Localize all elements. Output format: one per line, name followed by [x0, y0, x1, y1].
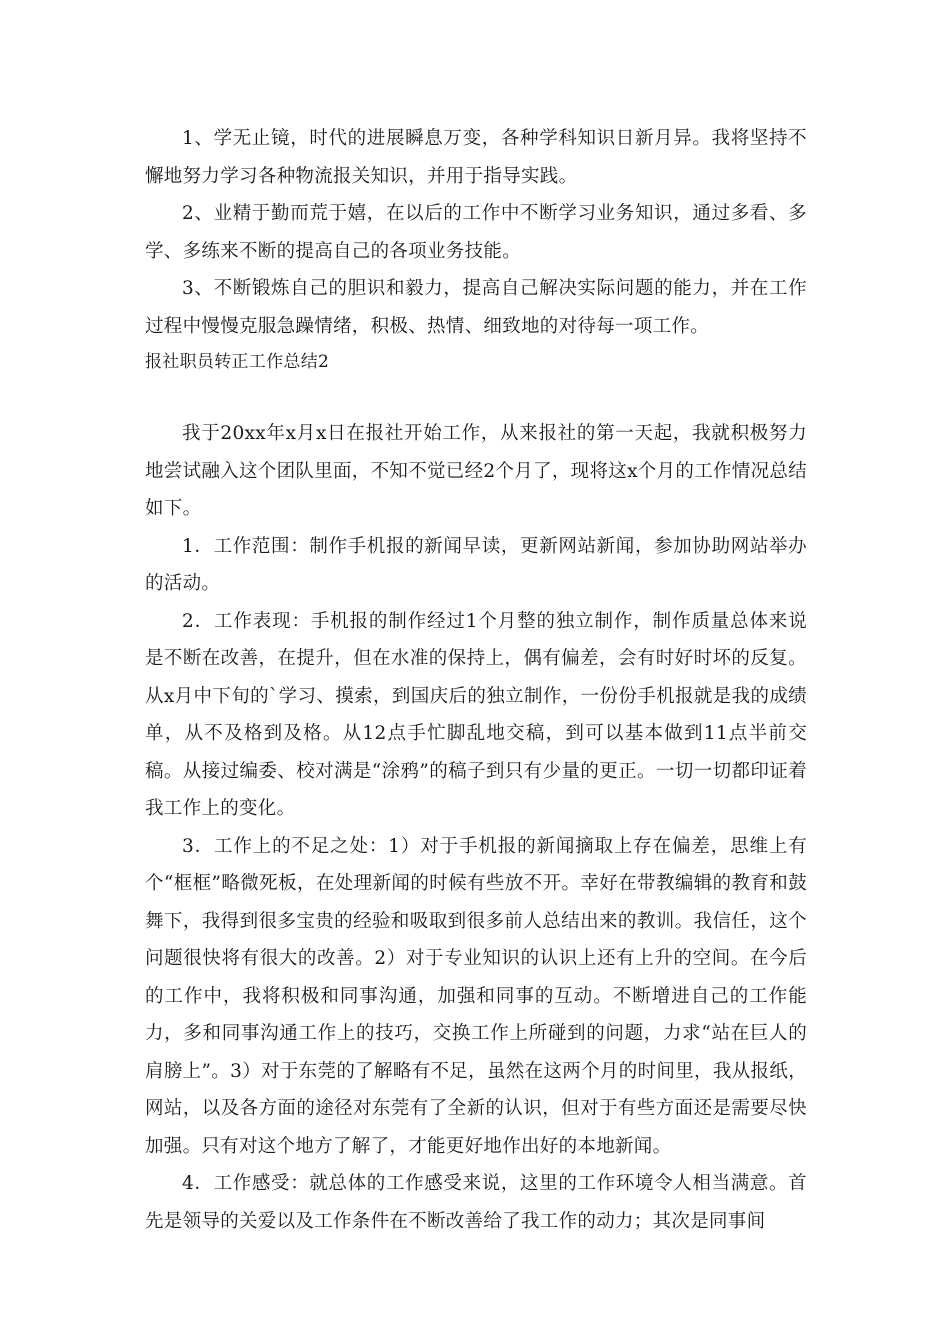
intro-paragraph: 我于20xx年x月x日在报社开始工作，从来报社的第一天起，我就积极努力地尝试融入这个团队里面，不知不觉已经2个月了，现将这x个月的工作情况总结如下。	[145, 423, 808, 519]
work-performance-paragraph: 2．工作表现：手机报的制作经过1个月整的独立制作，制作质量总体来说是不断在改善，在提升，但在水准的保持上，偶有偏差，会有时好时坏的反复。从x月中下旬的`学习、摸索，到国庆后的独立制作，一份份手机报就是我的成绩单，从不及格到及格。从12点手忙脚乱地交稿，到可以基本做到11点半前交稿。从接过编委、校对满是“涂鸦”的稿子到只有少量的更正。一切一切都印证着我工作上的变化。	[145, 610, 807, 819]
blank-line	[145, 379, 807, 415]
list-item-2: 2、业精于勤而荒于嬉，在以后的工作中不断学习业务知识，通过多看、多学、多练来不断的提高自己的各项业务技能。	[145, 203, 807, 262]
list-item-3: 3、不断锻炼自己的胆识和毅力，提高自己解决实际问题的能力，并在工作过程中慢慢克服急躁情绪，积极、热情、细致地的对待每一项工作。	[145, 278, 807, 337]
list-item-1: 1、学无止镜，时代的进展瞬息万变，各种学科知识日新月异。我将坚持不懈地努力学习各种物流报关知识，并用于指导实践。	[145, 128, 807, 187]
shortcomings-paragraph: 3．工作上的不足之处：1）对于手机报的新闻摘取上存在偏差，思维上有个“框框”略微死板，在处理新闻的时候有些放不开。幸好在带教编辑的教育和鼓舞下，我得到很多宝贵的经验和吸取到很多前人总结出来的教训。我信任，这个问题很快将有很大的改善。2）对于专业知识的认识上还有上升的空间。在今后的工作中，我将积极和同事沟通，加强和同事的互动。不断增进自己的工作能力，多和同事沟通工作上的技巧，交换工作上所碰到的问题，力求“站在巨人的肩膀上”。3）对于东莞的了解略有不足，虽然在这两个月的时间里，我从报纸，网站，以及各方面的途径对东莞有了全新的认识，但对于有些方面还是需要尽快加强。只有对这个地方了解了，才能更好地作出好的本地新闻。	[145, 835, 807, 1157]
work-scope-paragraph: 1．工作范围：制作手机报的新闻早读，更新网站新闻，参加协助网站举办的活动。	[145, 535, 807, 594]
document-body	[145, 120, 807, 1240]
section-title: 报社职员转正工作总结2	[145, 352, 330, 372]
work-feelings-paragraph: 4．工作感受：就总体的工作感受来说，这里的工作环境令人相当满意。首先是领导的关爱以及工作条件在不断改善给了我工作的动力；其次是同事间	[145, 1173, 807, 1232]
